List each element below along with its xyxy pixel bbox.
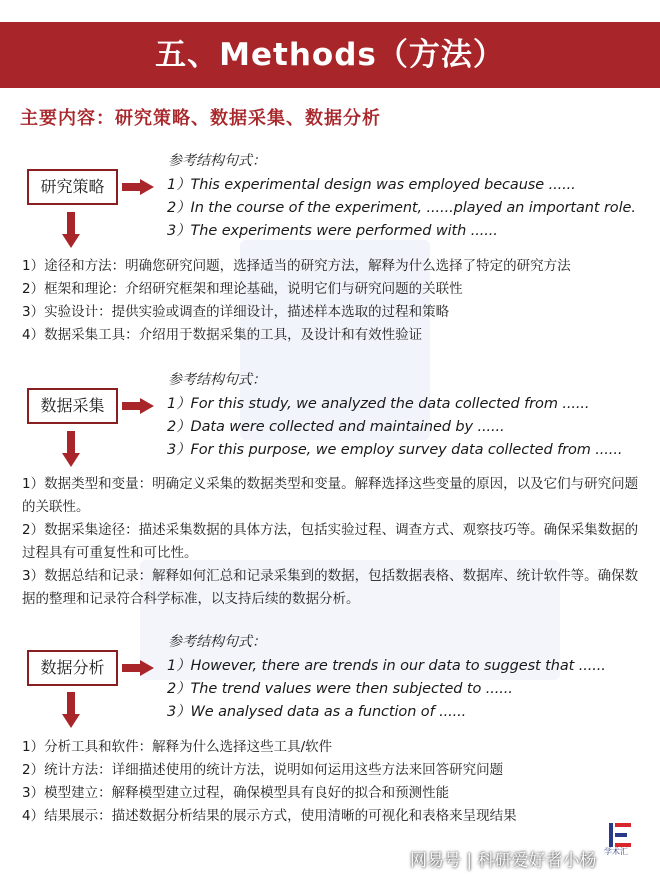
description-point: 2）框架和理论：介绍研究框架和理论基础，说明它们与研究问题的关联性: [22, 281, 463, 297]
page-subtitle: 主要内容：研究策略、数据采集、数据分析: [20, 108, 381, 129]
arrow-right-icon: [122, 398, 154, 414]
reference-sentence: 3）For this purpose, we employ survey data collected from ......: [167, 442, 623, 458]
brand-logo-text: 学术汇: [604, 847, 628, 856]
description-point: 3）数据总结和记录：解释如何汇总和记录采集到的数据，包括数据表格、数据库、统计软件等。确保数据的整理和记录符合科学标准，以支持后续的数据分析。: [22, 568, 639, 607]
arrow-down-icon: [62, 692, 80, 728]
reference-label: 参考结构句式：: [168, 153, 266, 169]
arrow-down-icon: [62, 431, 80, 467]
description-point: 1）分析工具和软件：解释为什么选择这些工具/软件: [22, 739, 333, 755]
reference-sentence: 3）The experiments were performed with ......: [167, 223, 498, 239]
section-box: 研究策略: [27, 169, 118, 205]
reference-sentence: 2）Data were collected and maintained by ......: [167, 419, 505, 435]
reference-label: 参考结构句式：: [168, 634, 266, 650]
description-point: 4）数据采集工具：介绍用于数据采集的工具，及设计和有效性验证: [22, 327, 423, 343]
description-point: 1）数据类型和变量：明确定义采集的数据类型和变量。解释选择这些变量的原因，以及它们与研究问题的关联性。: [22, 476, 639, 515]
description-point: 2）统计方法：详细描述使用的统计方法，说明如何运用这些方法来回答研究问题: [22, 762, 504, 778]
description-point: 3）模型建立：解释模型建立过程，确保模型具有良好的拟合和预测性能: [22, 785, 450, 801]
reference-sentence: 1）This experimental design was employed because ......: [167, 177, 576, 193]
description-point: 1）途径和方法：明确您研究问题，选择适当的研究方法，解释为什么选择了特定的研究方法: [22, 258, 571, 274]
title-banner: [0, 22, 660, 88]
section-box: 数据分析: [27, 650, 118, 686]
reference-sentence: 3）We analysed data as a function of ......: [167, 704, 467, 720]
arrow-down-icon: [62, 212, 80, 248]
reference-sentence: 1）However, there are trends in our data to suggest that ......: [167, 658, 606, 674]
description-point: 2）数据采集途径：描述采集数据的具体方法，包括实验过程、调查方式、观察技巧等。确保采集数据的过程具有可重复性和可比性。: [22, 522, 639, 561]
arrow-right-icon: [122, 660, 154, 676]
source-watermark: 网易号 | 科研爱好者小杨: [410, 851, 597, 871]
section-box: 数据采集: [27, 388, 118, 424]
description-point: 4）结果展示：描述数据分析结果的展示方式，使用清晰的可视化和表格来呈现结果: [22, 808, 517, 824]
reference-label: 参考结构句式：: [168, 372, 266, 388]
reference-sentence: 1）For this study, we analyzed the data collected from ......: [167, 396, 590, 412]
arrow-right-icon: [122, 179, 154, 195]
reference-sentence: 2）In the course of the experiment, ......played an important role.: [167, 200, 636, 216]
description-point: 3）实验设计：提供实验或调查的详细设计，描述样本选取的过程和策略: [22, 304, 450, 320]
reference-sentence: 2）The trend values were then subjected to ......: [167, 681, 513, 697]
page-title: 五、Methods（方法）: [155, 37, 505, 73]
